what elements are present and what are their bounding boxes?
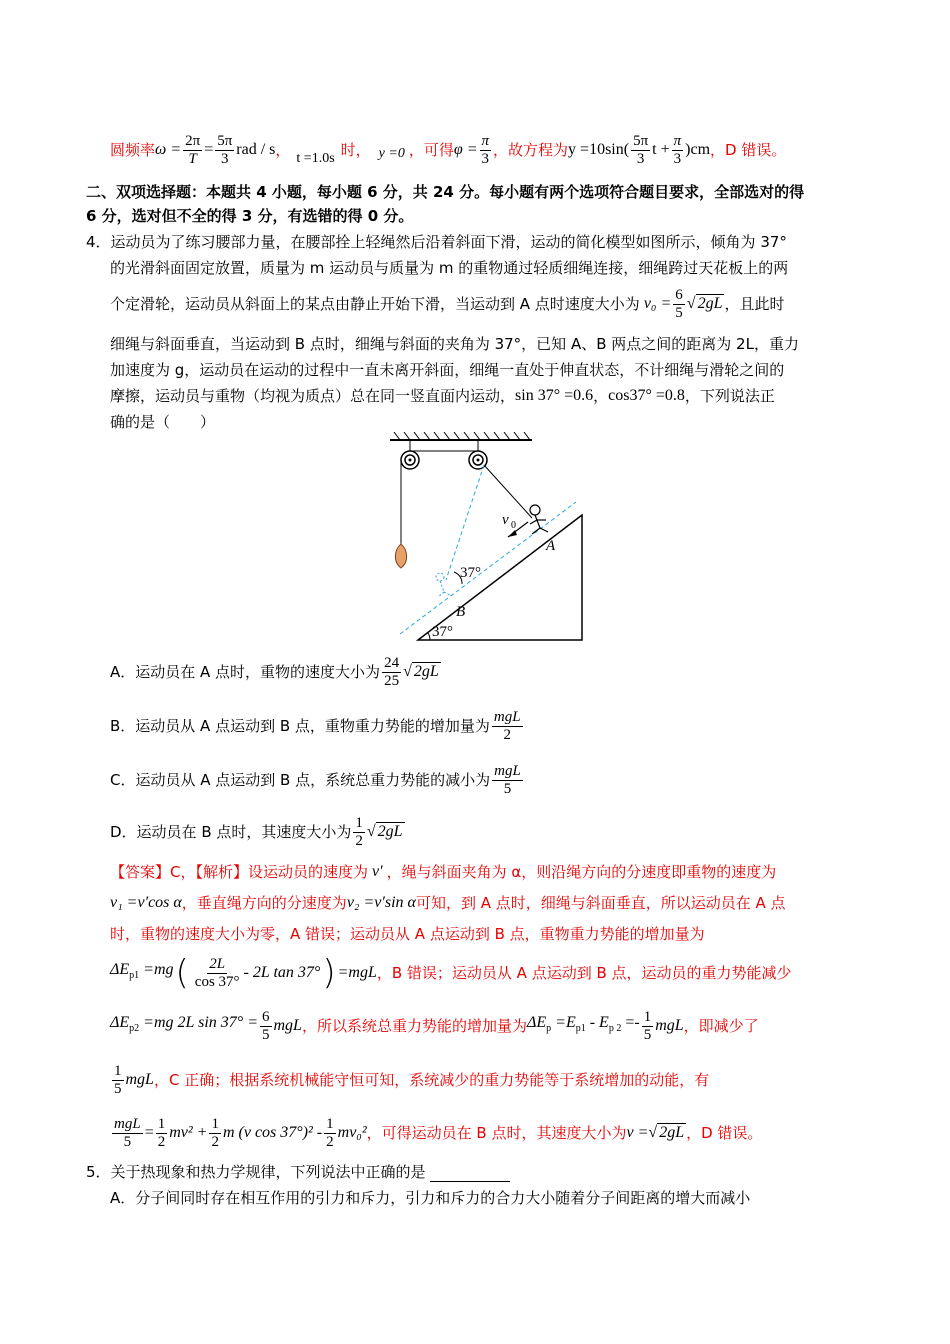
text-segment: ，所以系统总重力势能的增加量为: [301, 1017, 527, 1035]
y-value: y =0: [378, 146, 405, 161]
text-segment: ，绳与斜面夹角为 α，则沿绳方向的分速度即重物的速度为: [386, 863, 777, 881]
equation: )cm: [685, 141, 711, 158]
option-B-text: B．运动员从 A 点运动到 B 点，重物重力势能的增加量为: [110, 717, 490, 735]
top-line: [110, 128, 786, 172]
fraction: $\frac{1}{2}$: [211, 1115, 219, 1150]
incline: [418, 515, 582, 640]
equation: v =: [626, 1124, 649, 1141]
equation: $\Delta E_{p2} =mg$ 2L sin 37° =: [110, 1013, 258, 1035]
text-segment: 可知，到 A 点时，细绳与斜面垂直，所以运动员在 A 点: [415, 894, 786, 912]
answer-line4: [110, 950, 792, 996]
velocity-symbol: v′: [371, 863, 383, 880]
sqrt-expression: √ 2gL: [648, 1124, 685, 1141]
answer-blank[interactable]: [430, 1165, 510, 1182]
text-segment: 【答案】C，【解析】设运动员的速度为: [110, 863, 368, 881]
omega-symbol: ω =: [155, 141, 182, 158]
text-segment: 圆频率: [110, 141, 156, 159]
option-D[interactable]: [110, 812, 405, 852]
angle-label-rope: 37°: [460, 565, 481, 581]
section-heading-line2: 6 分，选对但不全的得 3 分，有选错的得 0 分。: [86, 207, 414, 225]
option-C-text: C．运动员从 A 点运动到 B 点，系统总重力势能的减小为: [110, 771, 491, 789]
equation: mv₀²: [337, 1124, 367, 1141]
answer-line6: [110, 1058, 709, 1102]
text-segment: ，垂直绳方向的分速度为: [181, 894, 347, 912]
fraction: $\frac{1}{2}$: [157, 1115, 166, 1150]
fraction: $\frac{5\pi}{3}$: [633, 132, 649, 167]
q4-line4: 细绳与斜面垂直，当运动到 B 点时，细绳与斜面的夹角为 37°，已知 A、B 两点之间的距离为 2L，重力: [110, 335, 799, 353]
equation: $\Delta E_p =E_{p1} - E_{p 2}$ =-: [526, 1013, 640, 1035]
fraction: $\frac{\text{mgL}}{2}$: [493, 708, 521, 743]
label-A: A: [546, 538, 556, 554]
fraction: $\frac{\text{mgL}}{5}$: [114, 1115, 141, 1150]
answer-line2: [110, 890, 786, 916]
option-B[interactable]: [110, 706, 525, 746]
paren-open: (: [175, 953, 189, 993]
rope-to-B: [446, 465, 484, 580]
equation: t +: [652, 141, 670, 158]
equation: =mgL: [337, 964, 377, 981]
fraction: $\frac{6}{5}$: [262, 1008, 270, 1043]
rope-to-A: [484, 465, 532, 518]
q4-line1: 4．运动员为了练习腰部力量，在腰部拴上轻绳然后沿着斜面下滑，运动的简化模型如图所示，倾角为 37°: [86, 233, 787, 251]
text-segment: ，可得: [408, 141, 454, 159]
fraction: $\frac{2L}{\cos 37^\circ}$: [194, 955, 240, 990]
q4-line2: 的光滑斜面固定放置，质量为 m 运动员与质量为 m 的重物通过轻质细绳连接，细绳跨过天花板上的两: [110, 259, 789, 277]
q4-line3: [110, 286, 784, 322]
fraction: $\frac{\text{mgL}}{5}$: [494, 762, 521, 797]
q4-line7: 确的是（ ）: [110, 413, 216, 431]
fraction: $\frac{1}{2}$: [326, 1115, 334, 1150]
fraction: $\frac{5\pi}{3}$: [217, 132, 233, 167]
paren-close: ): [322, 953, 336, 993]
angle-label-incline: 37°: [432, 624, 453, 640]
phi-symbol: φ =: [453, 141, 478, 158]
fraction: $\frac{\pi}{3}$: [481, 132, 490, 167]
v0-symbol: v₀ =: [643, 295, 672, 312]
option-C[interactable]: [110, 760, 525, 800]
q5-line1: [86, 1162, 510, 1182]
text-segment: 时，: [340, 141, 371, 159]
pulley-right: [469, 440, 487, 469]
text-segment: 摩擦，运动员与重物（均视为质点）总在同一竖直面内运动，: [110, 387, 516, 405]
equation: mv² +: [169, 1124, 208, 1141]
v0-subscript: 0: [511, 520, 516, 531]
sqrt-expression: √ 2gL: [686, 295, 723, 312]
pulley-left: [401, 440, 419, 469]
athlete-B: [436, 573, 450, 597]
fraction: $\frac{1}{5}$: [114, 1062, 122, 1097]
ceiling-hatch: [394, 432, 530, 440]
fraction: $\frac{24}{25}$: [384, 654, 400, 689]
fraction: $\frac{1}{5}$: [643, 1008, 652, 1043]
equals: =: [204, 141, 214, 158]
equation: mgL: [273, 1017, 302, 1034]
weight: [395, 544, 406, 568]
v0-label: v: [502, 512, 509, 528]
text-segment: ，B 错误；运动员从 A 点运动到 B 点，运动员的重力势能减少: [376, 964, 792, 982]
option-D-text: D．运动员在 B 点时，其速度大小为: [110, 823, 352, 841]
equation: v₁ =v′cos α: [110, 894, 182, 911]
equation: mgL: [125, 1071, 154, 1088]
fraction: $\frac{1}{2}$: [355, 814, 363, 849]
incline-figure: [380, 432, 600, 648]
sin-value: sin 37° =0.6: [515, 387, 594, 404]
fraction: $\frac{2\pi}{T}$: [185, 132, 201, 167]
option-A[interactable]: [110, 652, 441, 692]
unit: rad / s: [236, 141, 276, 158]
option-A-text: A．运动员在 A 点时，重物的速度大小为: [110, 663, 381, 681]
text-segment: ，: [275, 141, 291, 159]
label-B: B: [456, 604, 466, 620]
answer-line5: [110, 1004, 759, 1048]
answer-line1: [110, 860, 776, 884]
q5-option-A[interactable]: A．分子间同时存在相互作用的引力和斥力，引力和斥力的合力大小随着分子间距离的增大而减小: [110, 1189, 751, 1207]
text-segment: ，可得运动员在 B 点时，其速度大小为: [366, 1124, 627, 1142]
text-segment: 5．关于热现象和热力学规律，下列说法中正确的是: [86, 1163, 426, 1181]
equation: y =10sin(: [568, 141, 630, 158]
fraction: $\frac{6}{5}$: [675, 286, 683, 321]
text-segment: ，即减少了: [683, 1017, 759, 1035]
text-segment: ，且此时: [724, 295, 785, 313]
text-segment: ，下列说法正: [684, 387, 775, 405]
answer-line3: 时，重物的速度大小为零，A 错误；运动员从 A 点运动到 B 点，重物重力势能的增加量为: [110, 925, 705, 943]
equation: $\Delta E_{p1} =mg$: [110, 960, 174, 982]
text-segment: ，故方程为: [493, 141, 569, 159]
text-segment: ，: [593, 387, 609, 405]
text-segment: ，D 错误。: [686, 1124, 763, 1142]
equation: m (v cos 37°)² -: [222, 1124, 323, 1141]
equation: v₂ =v′sin α: [346, 894, 416, 911]
text-segment: ，D 错误。: [710, 141, 787, 159]
cos-value: cos37° =0.8: [608, 387, 685, 404]
time-value: t =1.0s: [296, 151, 335, 166]
equals: =: [144, 1124, 154, 1141]
q4-line5: 加速度为 g，运动员在运动的过程中一直未离开斜面，细绳一直处于伸直状态，不计细绳与滑轮之间的: [110, 361, 785, 379]
text-segment: 个定滑轮，运动员从斜面上的某点由静止开始下滑，当运动到 A 点时速度大小为: [110, 295, 640, 313]
athlete-A: [530, 505, 548, 534]
text-segment: ，C 正确；根据系统机械能守恒可知，系统减少的重力势能等于系统增加的动能，有: [153, 1071, 710, 1089]
fraction: $\frac{\pi}{3}$: [673, 132, 682, 167]
section-heading-line1: 二、双项选择题：本题共 4 小题，每小题 6 分，共 24 分。每小题有两个选项符合题目要求，全部选对的得: [86, 183, 805, 201]
sqrt-expression: √ 2gL: [366, 823, 403, 840]
q4-line6: [110, 384, 775, 408]
sqrt-expression: √ 2gL: [403, 663, 439, 680]
equation: mgL: [655, 1017, 684, 1034]
answer-line7: [110, 1110, 762, 1156]
equation: - 2L tan 37°: [243, 964, 321, 981]
